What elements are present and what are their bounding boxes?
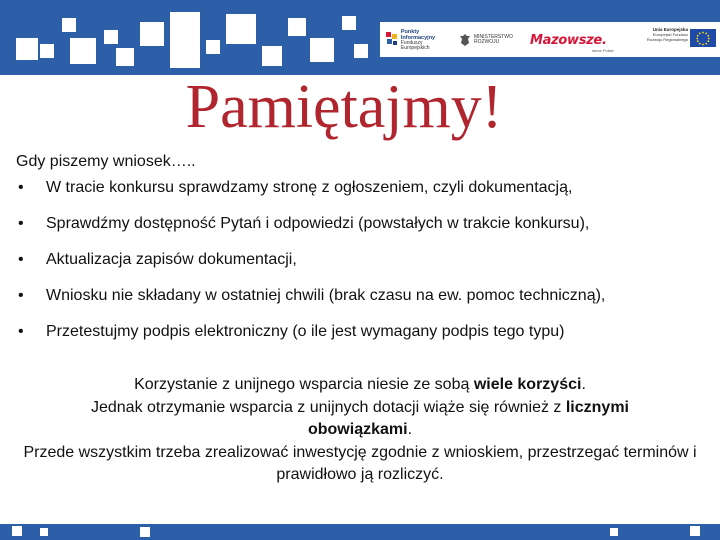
decor-square <box>170 12 200 68</box>
bullet-icon: • <box>18 251 24 268</box>
footer-band <box>0 524 720 540</box>
unia-text <box>636 27 688 42</box>
decor-square <box>262 46 282 66</box>
decor-square <box>40 528 48 536</box>
decor-square <box>116 48 134 66</box>
decor-square <box>354 44 368 58</box>
intro-text: Gdy piszemy wniosek….. <box>16 153 196 170</box>
list-item-text: Aktualizacja zapisów dokumentacji, <box>46 251 297 268</box>
decor-square <box>104 30 118 44</box>
closing-paragraph <box>10 374 710 487</box>
logo-mazowsze <box>530 26 626 54</box>
decor-square <box>40 44 54 58</box>
logo-pi-line3: Funduszy Europejskich <box>400 40 430 51</box>
decor-square <box>310 38 334 62</box>
closing-emphasis: wiele korzyści <box>473 376 582 393</box>
eagle-emblem-icon <box>460 34 470 46</box>
list-item-text: Wniosku nie składany w ostatniej chwili (brak czasu na ew. pomoc techniczną), <box>46 287 606 304</box>
closing-text: . <box>407 421 413 438</box>
list-item <box>18 286 708 306</box>
decor-square <box>206 40 220 54</box>
decor-square <box>342 16 356 30</box>
closing-text: Jednak otrzymanie wsparcia z unijnych dotacji wiąże się również z <box>90 398 566 416</box>
list-item <box>18 178 708 198</box>
logo-unia-europejska <box>636 26 718 54</box>
unia-line3: Rozwoju Regionalnego <box>646 37 688 42</box>
list-item-text: Sprawdźmy dostępność Pytań i odpowiedzi (powstałych w trakcie konkursu), <box>46 215 590 232</box>
logo-punkt-informacyjny <box>386 26 452 54</box>
logo-pi-line2: Informacyjny <box>400 35 436 41</box>
reminder-list <box>18 178 708 358</box>
closing-text: . <box>581 376 586 393</box>
eu-flag-icon <box>690 29 716 47</box>
list-item-text: Przetestujmy podpis elektroniczny (o ile jest wymagany podpis tego typu) <box>46 323 565 340</box>
decor-square <box>610 528 618 536</box>
unia-line1: Unia Europejska <box>652 27 688 32</box>
list-item <box>18 214 708 234</box>
header-band <box>0 0 720 75</box>
unia-line2: Europejski Fundusz <box>652 32 688 37</box>
decor-square <box>226 14 256 44</box>
bullet-icon: • <box>18 179 24 196</box>
logo-ministerstwo <box>460 26 524 54</box>
bullet-icon: • <box>18 215 24 232</box>
bullet-icon: • <box>18 323 24 340</box>
logo-pi-line1: Punkty <box>400 29 420 35</box>
closing-line-3: Przede wszystkim trzeba zrealizować inwestycję zgodnie z wnioskiem, przestrzegać terminów i prawidłowo ją rozliczyć. <box>23 443 697 483</box>
page-title: Pamiętajmy! <box>185 73 503 141</box>
decor-square <box>690 526 700 536</box>
decor-square <box>12 526 22 536</box>
closing-emphasis: licznymi obowiązkami <box>307 398 629 438</box>
decor-square <box>62 18 76 32</box>
list-item <box>18 250 708 270</box>
logo-bar <box>380 22 720 57</box>
logo-ms-line1: MINISTERSTWO <box>474 34 513 40</box>
bullet-icon: • <box>18 287 24 304</box>
decor-square <box>140 22 164 46</box>
decor-square <box>140 527 150 537</box>
list-item <box>18 322 708 342</box>
logo-ms-line2: ROZWOJU <box>474 39 500 45</box>
decor-square <box>288 18 306 36</box>
punkt-informacyjny-logo-icon <box>386 32 398 48</box>
decor-square <box>16 38 38 60</box>
list-item-text: W tracie konkursu sprawdzamy stronę z ogłoszeniem, czyli dokumentacją, <box>46 179 573 196</box>
mazowsze-name: Mazowsze. <box>530 32 607 48</box>
closing-line-2 <box>10 397 710 442</box>
closing-text: Korzystanie z unijnego wsparcia niesie ze sobą <box>134 376 474 393</box>
decor-square <box>70 38 96 64</box>
closing-line-1 <box>10 374 710 397</box>
mazowsze-tagline: serce Polski <box>592 48 614 53</box>
